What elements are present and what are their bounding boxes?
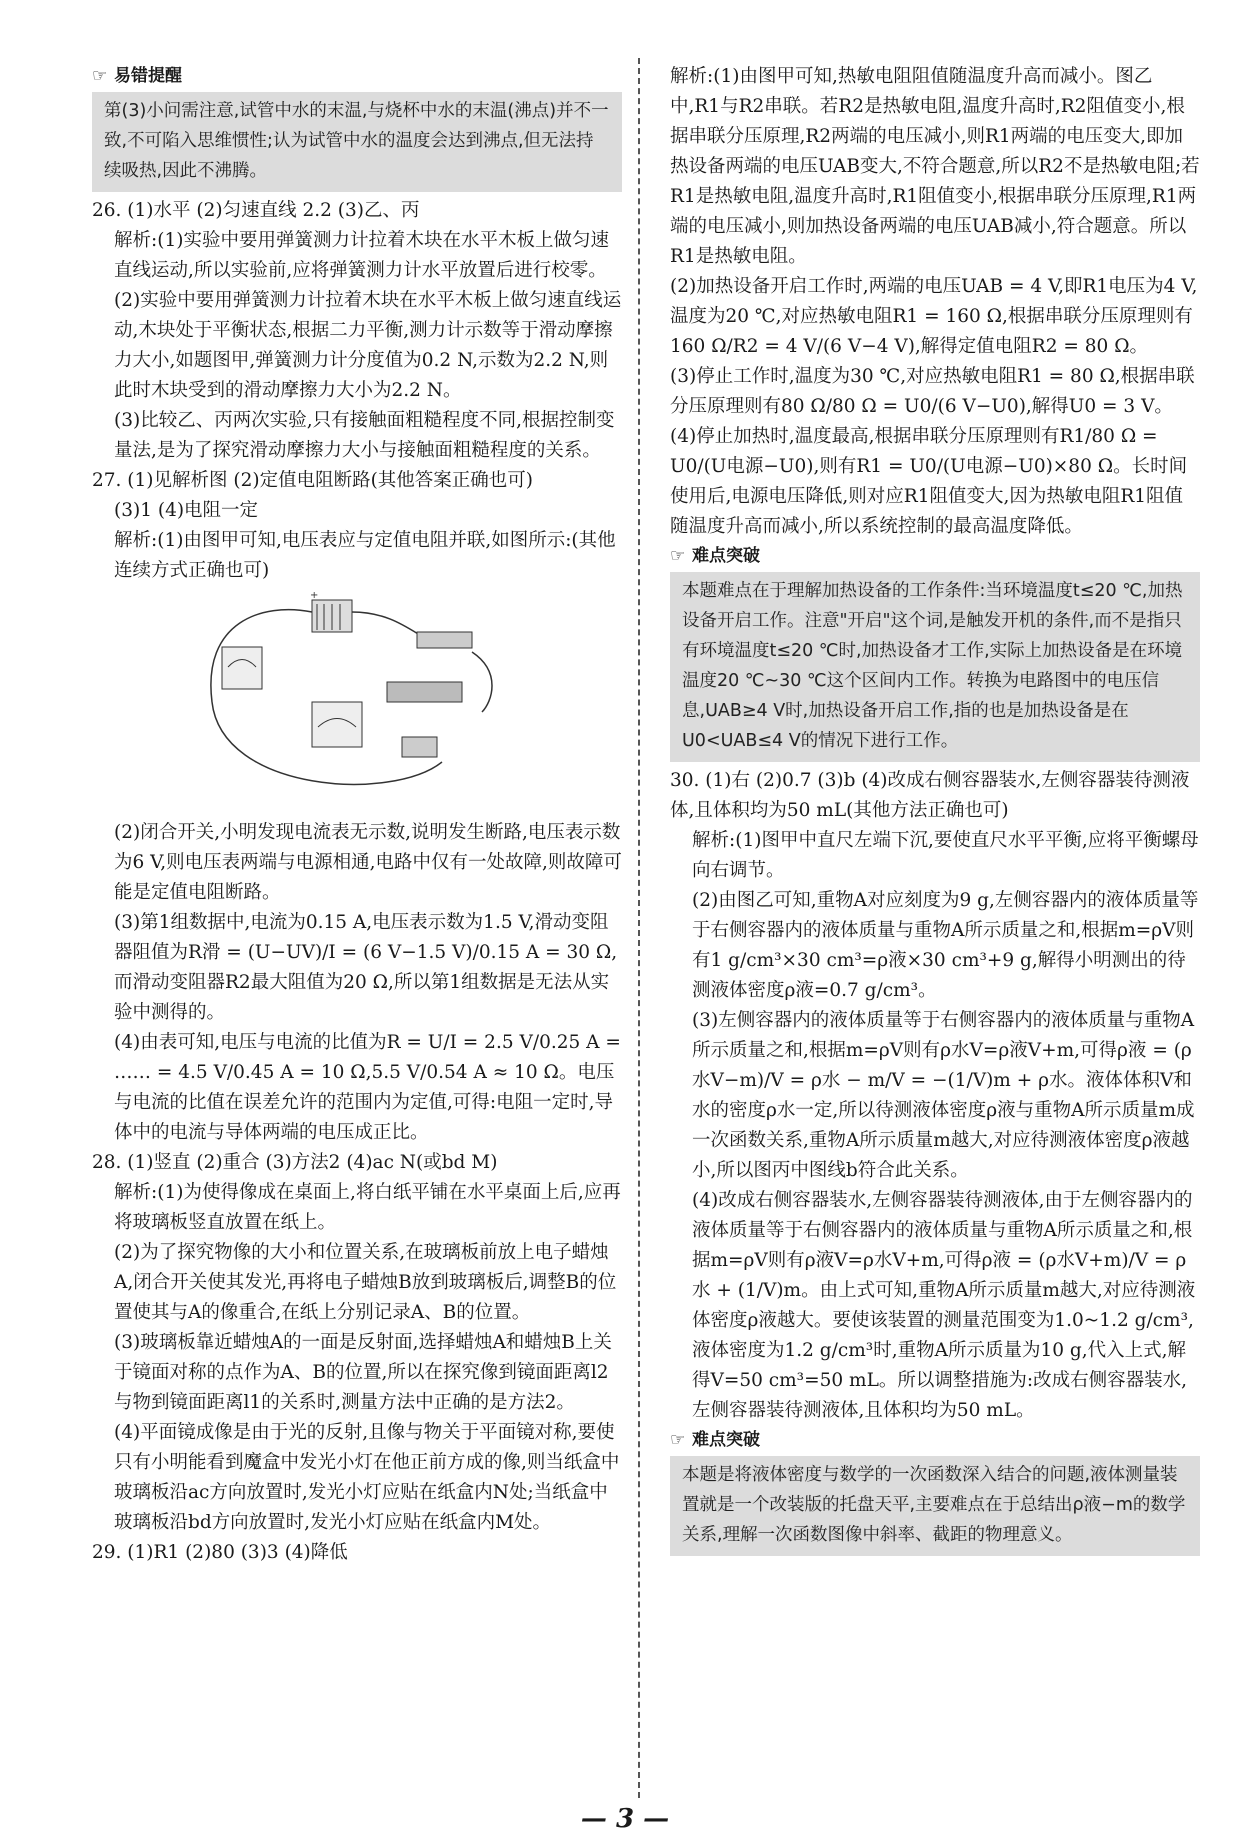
hard1-box: 本题难点在于理解加热设备的工作条件:当环境温度t≤20 ℃,加热设备开启工作。注意"开启"这个词,是触发开机的条件,而不是指只有环境温度t≤20 ℃时,加热设备才工作,实际上加热设备是在环境温度20 ℃~30 ℃这个区间内工作。转换为电路图中的电压信息,UAB≥4 V时,加热设备开启工作,指的也是加热设备是在U0<UAB≤4 V的情况下进行工作。 xyxy=(670,572,1200,762)
q30-analysis-3: (3)左侧容器内的液体质量等于右侧容器内的液体质量与重物A所示质量之和,根据m=ρV则有ρ水V=ρ液V+m,可得ρ液 = (ρ水V−m)/V = ρ水 − m/V = −(1/V)m + ρ水。液体体积V和水的密度ρ水一定,所以待测液体密度ρ液与重物A所示质量m成一次函数关系,重物A所示质量m越大,对应待测液体密度ρ液越小,所以图丙中图线b符合此关系。 xyxy=(692,1010,1195,1181)
q28-analysis-1: 解析:(1)为使得像成在桌面上,将白纸平铺在水平桌面上后,应再将玻璃板竖直放置在纸上。 xyxy=(114,1182,621,1233)
hand-pointer-icon: ☞ xyxy=(670,546,686,566)
tip-box: 第(3)小问需注意,试管中水的末温,与烧杯中水的末温(沸点)并不一致,不可陷入思维惯性;认为试管中水的温度会达到沸点,但无法持续吸热,因此不沸腾。 xyxy=(92,92,622,192)
q30-analysis-2: (2)由图乙可知,重物A对应刻度为9 g,左侧容器内的液体质量等于右侧容器内的液体质量与重物A所示质量之和,根据m=ρV则有1 g/cm³×30 cm³=ρ液×30 cm³+9 g,解得小明测出的待测液体密度ρ液=0.7 g/cm³。 xyxy=(692,890,1199,1001)
q27-analysis-1: 解析:(1)由图甲可知,电压表应与定值电阻并联,如图所示:(其他连续方式正确也可) xyxy=(114,530,616,581)
tip-title xyxy=(92,62,622,90)
q30-analysis-4: (4)改成右侧容器装水,左侧容器装待测液体,由于左侧容器内的液体质量等于右侧容器内的液体质量与重物A所示质量之和,根据m=ρV则有ρ液V=ρ水V+m,可得ρ液 = (ρ水V+m)/V = ρ水 + (1/V)m。由上式可知,重物A所示质量m越大,对应待测液体密度ρ液越大。要使该装置的测量范围变为1.0~1.2 g/cm³,液体密度为1.2 g/cm³时,重物A所示质量为10 g,代入上式,解得V=50 cm³=50 mL。所以调整措施为:改成右侧容器装水,左侧容器装待测液体,且体积均为50 mL。 xyxy=(692,1190,1196,1421)
q28-analysis-4: (4)平面镜成像是由于光的反射,且像与物关于平面镜对称,要使只有小明能看到魔盒中发光小灯在他正前方成的像,则当纸盒中玻璃板沿ac方向放置时,发光小灯应贴在纸盒内N处;当纸盒中玻璃板沿bd方向放置时,发光小灯应贴在纸盒内M处。 xyxy=(114,1422,620,1533)
q27-analysis-2: (2)闭合开关,小明发现电流表无示数,说明发生断路,电压表示数为6 V,则电压表两端与电源相通,电路中仅有一处故障,则故障可能是定值电阻断路。 xyxy=(114,822,622,903)
q27-answer-2: (3)1 (4)电阻一定 xyxy=(114,500,259,521)
hard2-title-text: 难点突破 xyxy=(692,1430,760,1450)
q27-analysis-5: (4)由表可知,电压与电流的比值为R = U/I = 2.5 V/0.25 A = …… = 4.5 V/0.45 A = 10 Ω,5.5 V/0.54 A ≈ 10 Ω。电压与电流的比值在误差允许的范围内为定值,可得:电阻一定时,导体中的电流与导体两端的电压成正比。 xyxy=(114,1032,621,1143)
q26-analysis-3: (3)比较乙、丙两次实验,只有接触面粗糙程度不同,根据控制变量法,是为了探究滑动摩擦力大小与接触面粗糙程度的关系。 xyxy=(114,410,615,461)
q26-analysis-1: 解析:(1)实验中要用弹簧测力计拉着木块在水平木板上做匀速直线运动,所以实验前,应将弹簧测力计水平放置后进行校零。 xyxy=(114,230,609,281)
circuit-diagram xyxy=(192,592,522,802)
hard2-box: 本题是将液体密度与数学的一次函数深入结合的问题,液体测量装置就是一个改装版的托盘天平,主要难点在于总结出ρ液−m的数学关系,理解一次函数图像中斜率、截距的物理意义。 xyxy=(670,1456,1200,1556)
q29-analysis-1: 解析:(1)由图甲可知,热敏电阻阻值随温度升高而减小。图乙中,R1与R2串联。若R2是热敏电阻,温度升高时,R2阻值变小,根据串联分压原理,R2两端的电压减小,则R1两端的电压变大,即加热设备两端的电压UAB变大,不符合题意,所以R2不是热敏电阻;若R1是热敏电阻,温度升高时,R1阻值变小,根据串联分压原理,R1两端的电压减小,则加热设备两端的电压UAB减小,符合题意。所以R1是热敏电阻。 xyxy=(670,66,1200,267)
q26-answer: 26. (1)水平 (2)匀速直线 2.2 (3)乙、丙 xyxy=(92,200,420,221)
column-divider xyxy=(638,58,640,1798)
hand-pointer-icon: ☞ xyxy=(92,66,108,86)
q28-analysis-3: (3)玻璃板靠近蜡烛A的一面是反射面,选择蜡烛A和蜡烛B上关于镜面对称的点作为A、B的位置,所以在探究像到镜面距离l2与物到镜面距离l1的关系时,测量方法中正确的是方法2。 xyxy=(114,1332,612,1413)
q27-answer-1: 27. (1)见解析图 (2)定值电阻断路(其他答案正确也可) xyxy=(92,470,534,491)
q28-answer: 28. (1)竖直 (2)重合 (3)方法2 (4)ac N(或bd M) xyxy=(92,1152,498,1173)
left-column xyxy=(92,62,622,1568)
q29-analysis-2: (2)加热设备开启工作时,两端的电压UAB = 4 V,即R1电压为4 V,温度为20 ℃,对应热敏电阻R1 = 160 Ω,根据串联分压原理则有160 Ω/R2 = 4 V/(6 V−4 V),解得定值电阻R2 = 80 Ω。 xyxy=(670,276,1198,357)
q29-answer: 29. (1)R1 (2)80 (3)3 (4)降低 xyxy=(92,1542,348,1563)
hand-pointer-icon: ☞ xyxy=(670,1430,686,1450)
hard1-title xyxy=(670,542,1200,570)
q27-analysis-4: 而滑动变阻器R2最大阻值为20 Ω,所以第1组数据是无法从实验中测得的。 xyxy=(114,972,610,1023)
hard2-title xyxy=(670,1426,1200,1454)
q30-analysis-1: 解析:(1)图甲中直尺左端下沉,要使直尺水平平衡,应将平衡螺母向右调节。 xyxy=(692,830,1199,881)
svg-text:+: + xyxy=(310,592,319,601)
q29-analysis-3: (3)停止工作时,温度为30 ℃,对应热敏电阻R1 = 80 Ω,根据串联分压原理则有80 Ω/80 Ω = U0/(6 V−U0),解得U0 = 3 V。 xyxy=(670,366,1195,417)
hard1-title-text: 难点突破 xyxy=(692,546,760,566)
page-number: — 3 — xyxy=(580,1804,670,1834)
q26-analysis-2: (2)实验中要用弹簧测力计拉着木块在水平木板上做匀速直线运动,木块处于平衡状态,根据二力平衡,测力计示数等于滑动摩擦力大小,如题图甲,弹簧测力计分度值为0.2 N,示数为2.2 N,则此时木块受到的滑动摩擦力大小为2.2 N。 xyxy=(114,290,622,401)
right-column xyxy=(670,62,1200,1560)
q29-analysis-4: (4)停止加热时,温度最高,根据串联分压原理则有R1/80 Ω = U0/(U电源−U0),则有R1 = U0/(U电源−U0)×80 Ω。长时间使用后,电源电压降低,则对应R1阻值变大,因为热敏电阻R1阻值随温度升高而减小,所以系统控制的最高温度降低。 xyxy=(670,426,1188,537)
q28-analysis-2: (2)为了探究物像的大小和位置关系,在玻璃板前放上电子蜡烛A,闭合开关使其发光,再将电子蜡烛B放到玻璃板后,调整B的位置使其与A的像重合,在纸上分别记录A、B的位置。 xyxy=(114,1242,617,1323)
q27-analysis-3: (3)第1组数据中,电流为0.15 A,电压表示数为1.5 V,滑动变阻器阻值为R滑 = (U−UV)/I = (6 V−1.5 V)/0.15 A = 30 Ω, xyxy=(114,912,618,963)
tip-title-text: 易错提醒 xyxy=(114,66,182,86)
q30-answer: 30. (1)右 (2)0.7 (3)b (4)改成右侧容器装水,左侧容器装待测液体,且体积均为50 mL(其他方法正确也可) xyxy=(670,770,1190,821)
